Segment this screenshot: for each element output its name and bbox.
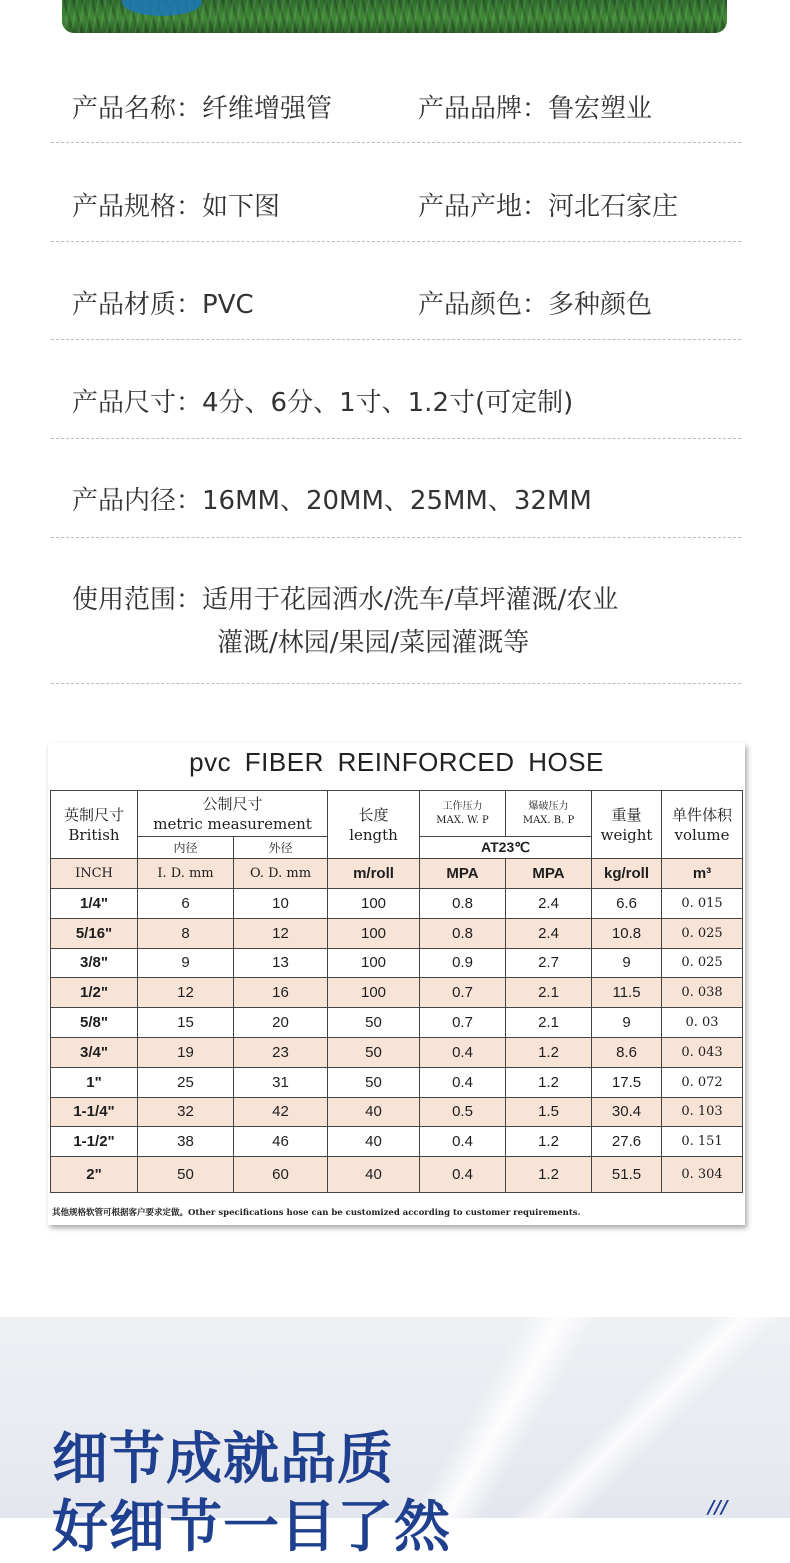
table-cell: 0. 038 xyxy=(662,978,743,1008)
table-cell: 5/8" xyxy=(51,1008,138,1038)
spec-table xyxy=(50,790,743,1193)
info-value: 适用于花园洒水/洗车/草坪灌溉/农业 xyxy=(202,585,619,615)
header-metric: 公制尺寸 metric measurement xyxy=(138,791,328,837)
table-cell: 27.6 xyxy=(592,1127,662,1157)
table-row xyxy=(51,978,743,1008)
table-cell: 31 xyxy=(234,1067,328,1097)
table-cell: 32 xyxy=(138,1097,234,1127)
table-cell: 0.9 xyxy=(420,948,506,978)
table-cell: 0. 103 xyxy=(662,1097,743,1127)
table-row xyxy=(51,1067,743,1097)
table-cell: 25 xyxy=(138,1067,234,1097)
header-volume: 单件体积 volume xyxy=(662,791,743,859)
table-row xyxy=(51,1157,743,1193)
header-burst-pressure: 爆破压力 MAX. B. P xyxy=(506,791,592,837)
header-weight: 重量 weight xyxy=(592,791,662,859)
table-cell: 16 xyxy=(234,978,328,1008)
info-label: 产品尺寸： xyxy=(72,388,203,418)
table-cell: 1.2 xyxy=(506,1037,592,1067)
info-value-continued: 灌溉/林园/果园/菜园灌溉等 xyxy=(217,628,530,658)
table-cell: 100 xyxy=(328,889,420,919)
table-cell: 2.4 xyxy=(506,889,592,919)
table-cell: 0. 025 xyxy=(662,918,743,948)
table-cell: 12 xyxy=(138,978,234,1008)
table-cell: 9 xyxy=(592,1008,662,1038)
table-cell: 50 xyxy=(138,1157,234,1193)
info-row-name xyxy=(51,88,741,143)
table-cell: 50 xyxy=(328,1067,420,1097)
table-cell: 46 xyxy=(234,1127,328,1157)
table-row xyxy=(51,1097,743,1127)
info-label: 产品规格： xyxy=(72,192,203,222)
spec-table-title: pvc FIBER REINFORCED HOSE xyxy=(189,747,604,777)
unit-cell: m/roll xyxy=(328,859,420,889)
table-cell: 0.8 xyxy=(420,889,506,919)
table-cell: 5/16" xyxy=(51,918,138,948)
table-cell: 1-1/4" xyxy=(51,1097,138,1127)
header-row xyxy=(51,791,743,837)
info-value: 多种颜色 xyxy=(548,290,653,320)
table-cell: 1" xyxy=(51,1067,138,1097)
table-cell: 42 xyxy=(234,1097,328,1127)
detail-section-header xyxy=(0,1317,790,1560)
unit-cell: kg/roll xyxy=(592,859,662,889)
table-cell: 13 xyxy=(234,948,328,978)
unit-cell: MPA xyxy=(420,859,506,889)
slash-decoration-icon: /// xyxy=(708,1497,728,1518)
table-cell: 0. 015 xyxy=(662,889,743,919)
spec-table-card xyxy=(48,743,745,1225)
info-label: 产品名称： xyxy=(72,94,203,124)
table-row xyxy=(51,948,743,978)
table-row xyxy=(51,1037,743,1067)
table-cell: 0. 03 xyxy=(662,1008,743,1038)
table-cell: 2.7 xyxy=(506,948,592,978)
table-cell: 2.1 xyxy=(506,978,592,1008)
table-cell: 9 xyxy=(138,948,234,978)
table-cell: 38 xyxy=(138,1127,234,1157)
table-cell: 0. 151 xyxy=(662,1127,743,1157)
info-row-material xyxy=(51,284,741,340)
unit-cell: INCH xyxy=(51,859,138,889)
table-cell: 100 xyxy=(328,948,420,978)
info-label: 产品内径： xyxy=(72,486,203,516)
info-value: 纤维增强管 xyxy=(202,94,333,124)
info-value: 如下图 xyxy=(202,192,281,222)
table-cell: 40 xyxy=(328,1097,420,1127)
table-cell: 0. 043 xyxy=(662,1037,743,1067)
detail-headline: 细节成就品质 xyxy=(52,1427,394,1492)
table-cell: 40 xyxy=(328,1127,420,1157)
table-cell: 10 xyxy=(234,889,328,919)
table-row xyxy=(51,918,743,948)
table-cell: 51.5 xyxy=(592,1157,662,1193)
table-cell: 3/8" xyxy=(51,948,138,978)
table-cell: 0.4 xyxy=(420,1067,506,1097)
info-row-size xyxy=(51,382,741,439)
table-cell: 8 xyxy=(138,918,234,948)
info-value: 鲁宏塑业 xyxy=(548,94,653,124)
info-value: 16MM、20MM、25MM、32MM xyxy=(202,486,592,516)
detail-subheadline: 好细节一目了然 xyxy=(52,1495,451,1560)
info-row-usage xyxy=(51,579,741,684)
table-cell: 1.2 xyxy=(506,1127,592,1157)
unit-row xyxy=(51,859,743,889)
header-british: 英制尺寸 British xyxy=(51,791,138,859)
info-label: 产品产地： xyxy=(418,192,549,222)
table-cell: 17.5 xyxy=(592,1067,662,1097)
table-cell: 1/4" xyxy=(51,889,138,919)
table-cell: 12 xyxy=(234,918,328,948)
table-row xyxy=(51,889,743,919)
info-value: PVC xyxy=(202,290,254,320)
table-cell: 0.4 xyxy=(420,1157,506,1193)
info-label: 使用范围： xyxy=(72,585,203,615)
hose-coil-graphic xyxy=(122,0,202,16)
table-cell: 1/2" xyxy=(51,978,138,1008)
table-cell: 11.5 xyxy=(592,978,662,1008)
table-cell: 0. 072 xyxy=(662,1067,743,1097)
table-cell: 30.4 xyxy=(592,1097,662,1127)
info-label: 产品品牌： xyxy=(418,94,549,124)
table-cell: 8.6 xyxy=(592,1037,662,1067)
info-row-spec xyxy=(51,186,741,242)
table-cell: 0.4 xyxy=(420,1037,506,1067)
table-cell: 15 xyxy=(138,1008,234,1038)
table-row xyxy=(51,1127,743,1157)
unit-cell: O. D. mm xyxy=(234,859,328,889)
table-cell: 0.7 xyxy=(420,1008,506,1038)
table-cell: 40 xyxy=(328,1157,420,1193)
table-cell: 0.5 xyxy=(420,1097,506,1127)
spec-table-body xyxy=(51,889,743,1193)
table-cell: 0. 304 xyxy=(662,1157,743,1193)
table-cell: 20 xyxy=(234,1008,328,1038)
table-cell: 1.5 xyxy=(506,1097,592,1127)
table-cell: 1-1/2" xyxy=(51,1127,138,1157)
table-cell: 19 xyxy=(138,1037,234,1067)
header-outer-diameter: 外径 xyxy=(234,837,328,859)
table-row xyxy=(51,1008,743,1038)
table-cell: 2.1 xyxy=(506,1008,592,1038)
table-cell: 0.8 xyxy=(420,918,506,948)
info-row-inner-diameter xyxy=(51,480,741,538)
table-cell: 2" xyxy=(51,1157,138,1193)
info-label: 产品颜色： xyxy=(418,290,549,320)
table-cell: 9 xyxy=(592,948,662,978)
header-working-pressure: 工作压力 MAX. W. P xyxy=(420,791,506,837)
table-cell: 0. 025 xyxy=(662,948,743,978)
table-cell: 100 xyxy=(328,918,420,948)
table-cell: 0.4 xyxy=(420,1127,506,1157)
table-cell: 23 xyxy=(234,1037,328,1067)
table-cell: 2.4 xyxy=(506,918,592,948)
unit-cell: m³ xyxy=(662,859,743,889)
table-cell: 0.7 xyxy=(420,978,506,1008)
info-value: 4分、6分、1寸、1.2寸(可定制) xyxy=(202,388,574,418)
grass-banner-image xyxy=(62,0,727,33)
table-cell: 1.2 xyxy=(506,1067,592,1097)
header-temperature: AT23℃ xyxy=(420,837,592,859)
unit-cell: MPA xyxy=(506,859,592,889)
table-cell: 10.8 xyxy=(592,918,662,948)
table-cell: 100 xyxy=(328,978,420,1008)
table-cell: 6 xyxy=(138,889,234,919)
table-cell: 6.6 xyxy=(592,889,662,919)
info-value: 河北石家庄 xyxy=(548,192,679,222)
unit-cell: I. D. mm xyxy=(138,859,234,889)
table-cell: 60 xyxy=(234,1157,328,1193)
spec-table-note: 其他规格软管可根据客户要求定做。Other specifications hose can be customized according to customer requirements. xyxy=(52,1208,581,1218)
table-cell: 1.2 xyxy=(506,1157,592,1193)
table-cell: 50 xyxy=(328,1037,420,1067)
table-cell: 50 xyxy=(328,1008,420,1038)
table-cell: 3/4" xyxy=(51,1037,138,1067)
info-label: 产品材质： xyxy=(72,290,203,320)
header-inner-diameter: 内径 xyxy=(138,837,234,859)
header-length: 长度 length xyxy=(328,791,420,859)
